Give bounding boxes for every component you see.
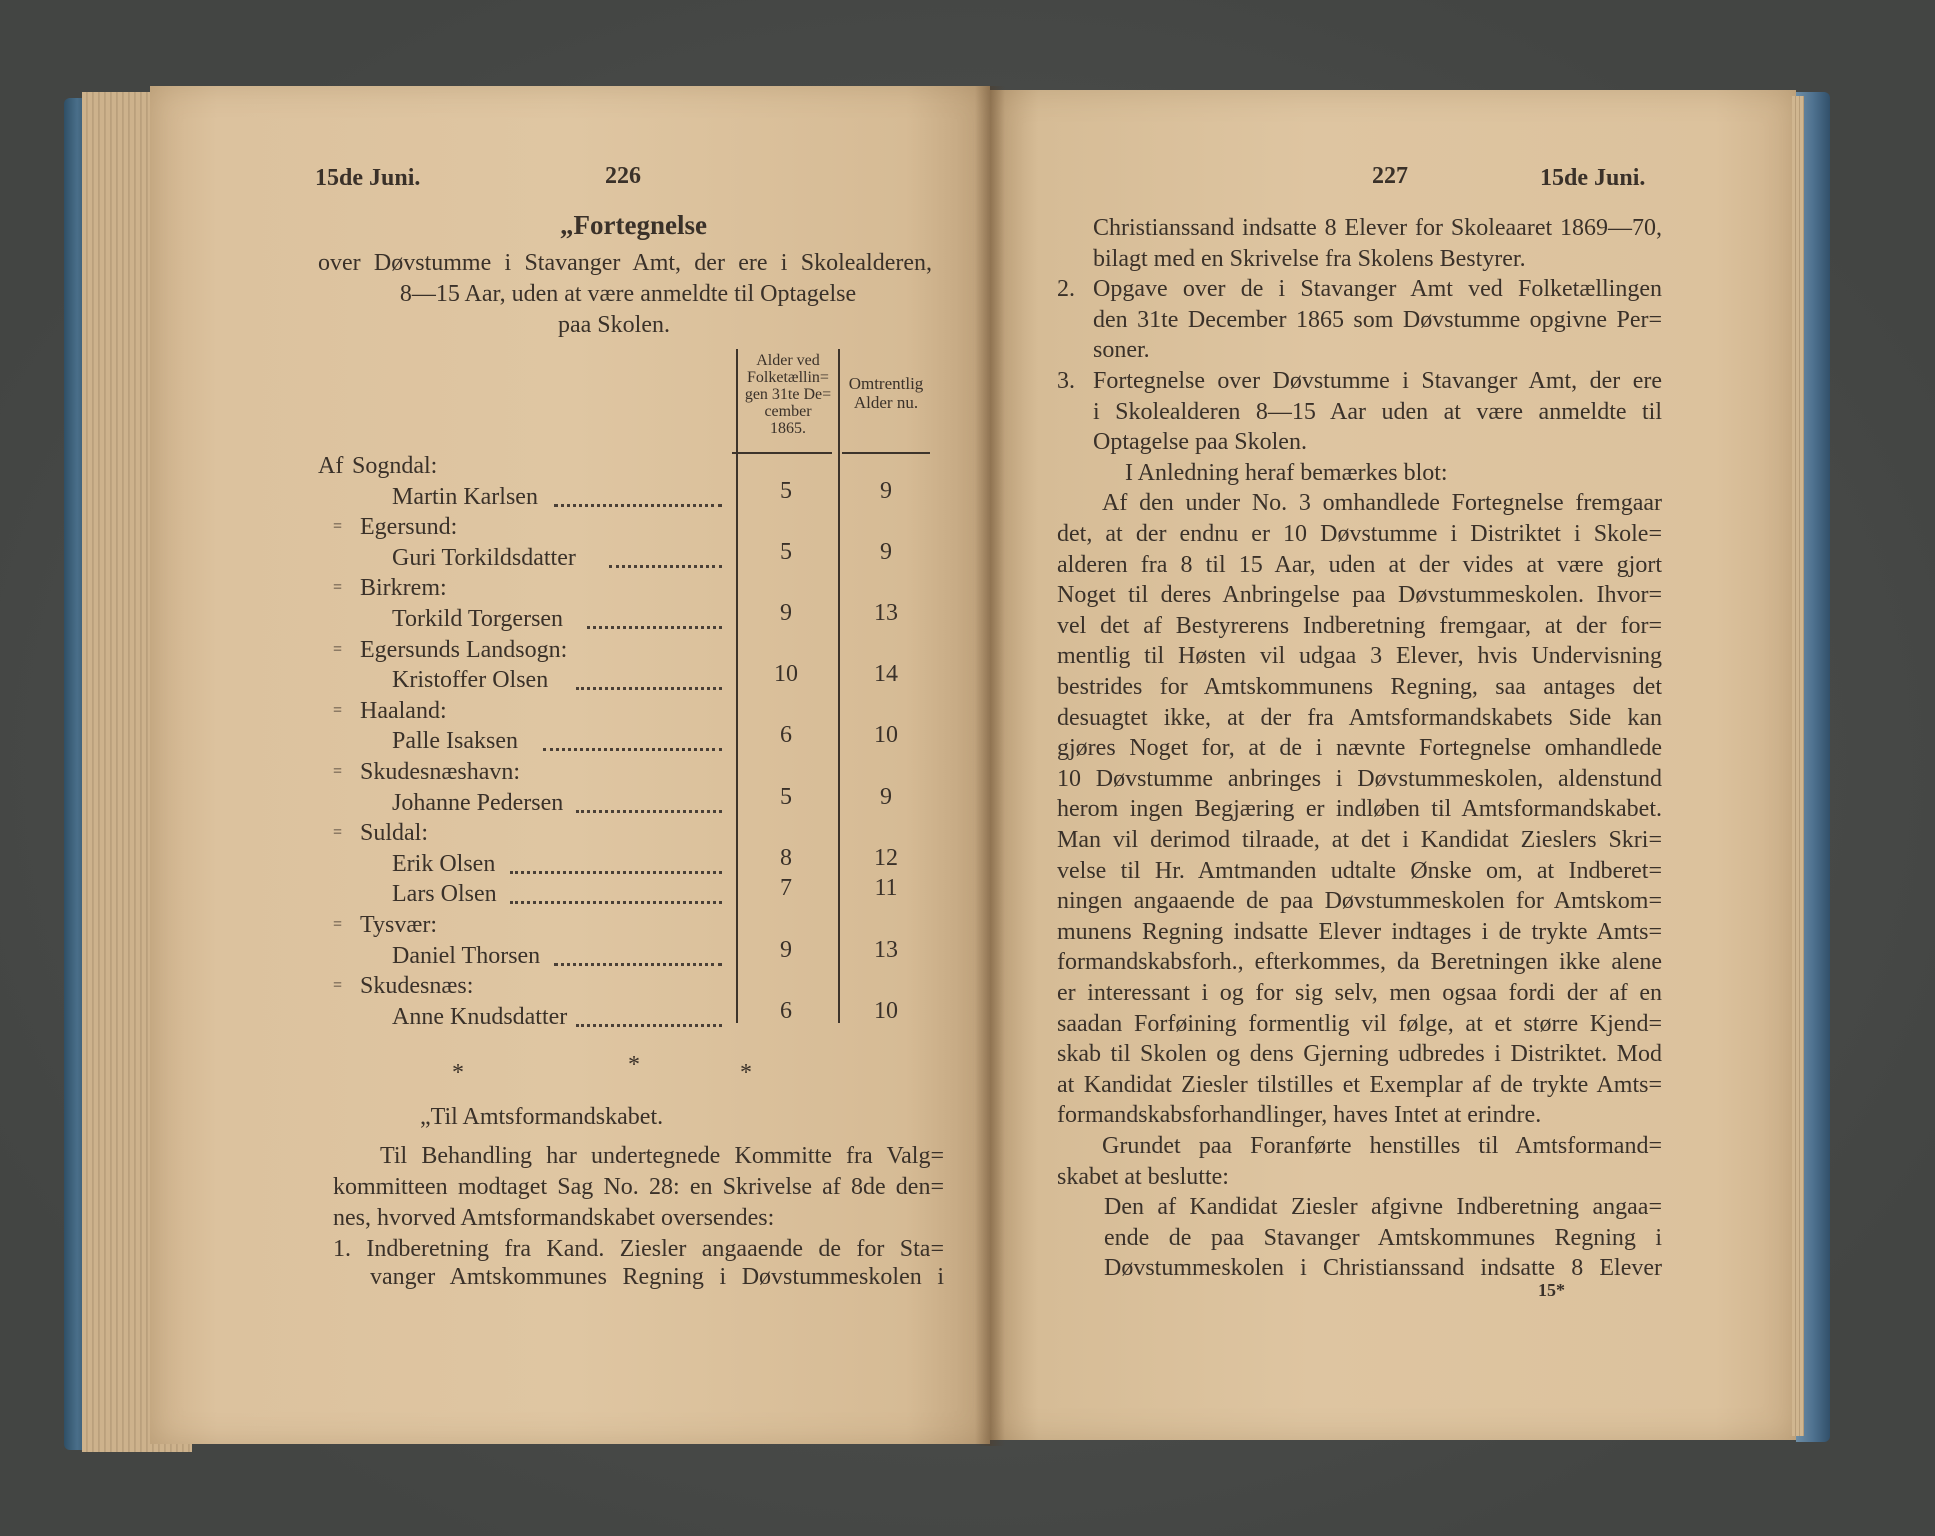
place-name: Egersund: [360,514,458,541]
ditto-prefix: = [333,701,343,719]
table-rule [842,452,930,454]
person-name: Kristoffer Olsen [392,667,549,694]
body-line: Optagelse paa Skolen. [1093,429,1307,456]
dot-leader [554,933,722,966]
dot-leader [587,596,722,629]
age-now: 9 [880,477,892,504]
age-now: 10 [874,722,898,749]
body-line: Døvstummeskolen i Christianssand indsatte 8 Elever [1104,1255,1662,1282]
body-line: gjøres Noget for, at de i nævnte Fortegnelse omhandlede [1057,735,1662,762]
table-rule [838,349,840,1023]
body-line: Noget til deres Anbringelse paa Døvstummeskolen. Ihvor= [1057,582,1662,609]
body-line: herom ingen Begjæring er indløben til Amtsformandskabet. [1057,796,1662,823]
person-name: Martin Karlsen [392,483,538,510]
letter-heading: „Til Amtsformandskabet. [420,1104,664,1130]
body-line: Christianssand indsatte 8 Elever for Skoleaaret 1869—70, [1093,215,1662,241]
dot-leader [543,718,722,751]
person-name: Daniel Thorsen [392,942,541,969]
age-1865: 9 [780,936,792,963]
separator-asterisk: * [740,1060,752,1086]
age-now: 13 [874,600,898,626]
body-line: det, at der endnu er 10 Døvstumme i Distriktet i Skole= [1057,521,1662,547]
page-number-left: 226 [605,163,641,189]
header-line: 1865. [770,420,806,437]
dot-leader [554,474,722,507]
header-line: Alder nu. [853,393,919,412]
body-line: Opgave over de i Stavanger Amt ved Folketællingen [1093,276,1662,303]
signature-mark: 15* [1538,1280,1565,1300]
body-line: Man vil derimod tilraade, at det i Kandidat Zieslers Skri= [1057,827,1662,853]
letter-line: kommitteen modtaget Sag No. 28: en Skrivelse af 8de den= [333,1174,944,1200]
ditto-prefix: = [333,916,343,933]
age-1865: 5 [780,477,792,504]
place-name: Suldal: [360,820,429,847]
age-now: 9 [880,783,892,810]
letter-line: vanger Amtskommunes Regning i Døvstummeskolen i [370,1264,944,1290]
age-1865: 9 [780,600,792,626]
body-line: formandskabsforhandlinger, haves Intet at erindre. [1057,1102,1542,1129]
dot-leader [576,780,722,813]
age-now: 12 [874,844,898,871]
place-name: Birkrem: [360,575,447,602]
person-name: Guri Torkildsdatter [392,544,576,571]
body-line: bestrides for Amtskommunens Regning, saa antages det [1057,674,1662,700]
age-now: 9 [880,538,892,565]
body-line: soner. [1093,337,1150,364]
header-line: cember [764,403,812,420]
body-line: munens Regning indsatte Elever indtages i de trykte Amts= [1057,918,1662,945]
person-name: Torkild Torgersen [392,606,564,632]
dot-leader [609,535,722,568]
header-line: Alder ved [756,352,820,369]
list-number: 2. [1057,276,1075,303]
age-now: 14 [874,661,898,688]
separator-asterisk: * [452,1060,464,1086]
age-1865: 6 [780,997,792,1024]
letter-line: Til Behandling har undertegnede Kommitte fra Valg= [380,1143,944,1169]
body-line: skabet at beslutte: [1057,1163,1229,1190]
place-name: Skudesnæshavn: [360,759,521,785]
place-name: Sogndal: [352,453,438,479]
age-now: 10 [874,997,898,1024]
place-name: Egersunds Landsogn: [360,636,568,663]
place-name: Haaland: [360,697,447,724]
header-line: gen 31te De= [744,386,832,403]
list-title: „Fortegnelse [560,210,707,240]
letter-line: 1. Indberetning fra Kand. Ziesler angaaende de for Sta= [333,1236,944,1262]
body-line: ningen angaaende de paa Døvstummeskolen for Amtskom= [1057,888,1662,915]
page-number-right: 227 [1372,163,1408,189]
table-rule [736,349,738,1023]
ditto-prefix: = [333,824,343,842]
list-number: 3. [1057,368,1075,394]
ditto-prefix: = [333,977,343,995]
body-line: Den af Kandidat Ziesler afgivne Indberetning angaa= [1104,1194,1662,1221]
dot-leader [510,871,722,904]
body-line: 10 Døvstumme anbringes i Døvstummeskolen, aldenstund [1057,765,1662,792]
body-line: den 31te December 1865 som Døvstumme opgivne Per= [1093,306,1662,333]
running-head-left: 15de Juni. [315,165,421,191]
person-name: Palle Isaksen [392,728,518,755]
book-gutter [975,86,1005,1446]
age-1865: 6 [780,722,792,749]
header-line: Folketællin= [747,369,829,386]
place-name: Skudesnæs: [360,973,474,1000]
body-line: formandskabsforh., efterkommes, da Beretningen ikke alene [1057,949,1662,976]
table-rule [732,452,832,454]
person-name: Erik Olsen [392,850,496,877]
body-line: er interessant i og for sig selv, men ogsaa fordi der af en [1057,980,1662,1006]
body-line: ende de paa Stavanger Amtskommunes Regning i [1104,1224,1662,1251]
list-subtitle-line: 8—15 Aar, uden at være anmeldte til Optagelse [399,281,857,307]
age-1865: 5 [780,783,792,810]
body-line: vel det af Bestyrerens Indberetning fremgaar, at der for= [1057,612,1662,639]
age-1865: 8 [780,844,792,871]
list-subtitle-line: over Døvstumme i Stavanger Amt, der ere i Skolealderen, [318,250,932,276]
body-line: alderen fra 8 til 15 Aar, uden at der vides at være gjort [1057,551,1662,578]
age-now: 11 [874,875,898,902]
person-name: Anne Knudsdatter [392,1003,568,1030]
body-line: Grundet paa Foranførte henstilles til Amtsformand= [1102,1133,1662,1159]
ditto-prefix: = [333,579,343,597]
body-line: velse til Hr. Amtmanden udtalte Ønske om, at Indberet= [1057,857,1662,884]
person-name: Johanne Pedersen [392,789,564,816]
person-name: Lars Olsen [392,881,497,908]
body-line: desuagtet ikke, at der fra Amtsformandskabets Side kan [1057,704,1662,731]
body-line: I Anledning heraf bemærkes blot: [1125,459,1448,486]
ditto-prefix: = [333,640,343,658]
age-1865: 10 [774,661,798,688]
letter-line: nes, hvorved Amtsformandskabet oversendes: [333,1205,775,1231]
place-name: Tysvær: [360,912,437,938]
dot-leader [576,994,722,1027]
age-1865: 7 [780,875,792,902]
age-1865: 5 [780,538,792,565]
body-line: saadan Forføining formentlig vil følge, at et større Kjend= [1057,1010,1662,1037]
body-line: i Skolealderen 8—15 Aar uden at være anmeldte til [1093,398,1662,425]
body-line: bilagt med en Skrivelse fra Skolens Bestyrer. [1093,245,1526,272]
separator-asterisk: * [628,1052,640,1078]
body-line: mentlig til Høsten vil udgaa 3 Elever, hvis Undervisning [1057,643,1662,670]
list-subtitle-line: paa Skolen. [558,312,670,338]
ditto-prefix: = [333,763,343,780]
dot-leader [510,841,722,874]
ditto-prefix: = [333,518,343,536]
dot-leader [576,657,722,690]
page-edges-right [1792,96,1804,1436]
age-now: 13 [874,936,898,963]
running-head-right: 15de Juni. [1540,165,1646,191]
header-line: Omtrentlig [848,374,924,393]
body-line: at Kandidat Ziesler tilstilles et Exemplar af de trykte Amts= [1057,1071,1662,1098]
body-line: Fortegnelse over Døvstumme i Stavanger Amt, der ere [1093,368,1662,394]
ditto-prefix: Af [318,453,344,479]
body-line: Af den under No. 3 omhandlede Fortegnelse fremgaar [1102,490,1662,517]
body-line: skab til Skolen og dens Gjerning udbredes i Distriktet. Mod [1057,1041,1662,1068]
